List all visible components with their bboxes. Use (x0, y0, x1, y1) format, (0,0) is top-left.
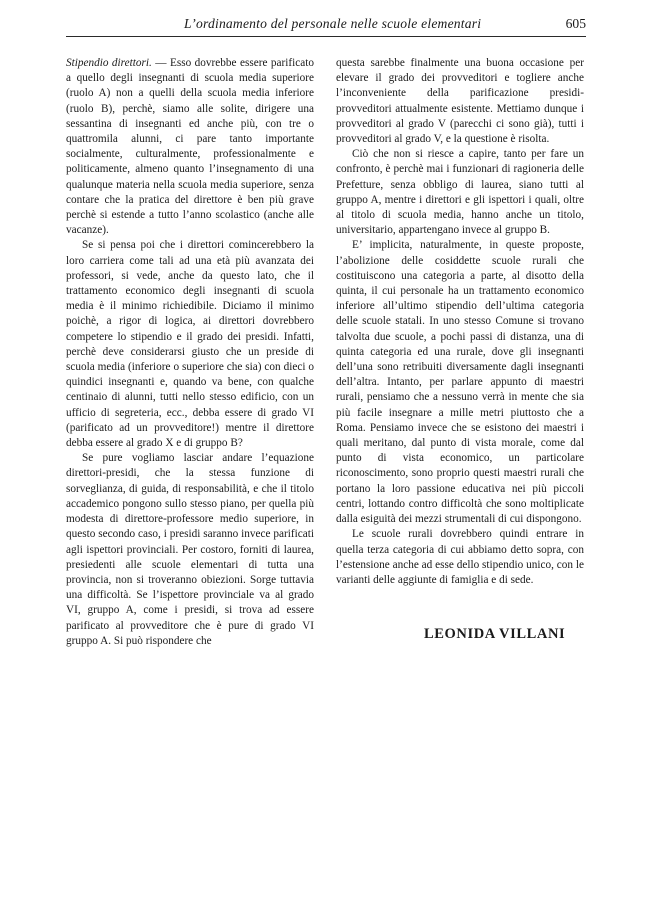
paragraph: Se pure vogliamo lasciar andare l’equazione direttori-presidi, che la stessa funzione di sorveglianza, di guida, di responsabilità, e che il titolo accademico pongono sullo stesso piano, per quella più modesta di direttore-professore medio superiore, in questo secondo caso, i presidi saranno invece parificati agli ispettori provinciali. Per costoro, forniti di laurea, presiedenti alle scuole elementari di tutta una provincia, non si troveranno obiezioni. Sorge tuttavia una difficoltà. Se l’ispettore provinciale va al grado VI, gruppo A, come i presidi, si trova ad essere parificato al provveditore che è pure di grado VI gruppo A. Si può rispondere che (66, 452, 314, 647)
header-rule (66, 36, 586, 37)
paragraph: E’ implicita, naturalmente, in queste proposte, l’abolizione delle cosiddette scuole rurali che costituiscono una categoria a parte, al disotto della quinta, il cui personale ha un trattamento economico inferiore all’ultimo stipendio dell’ultima categoria delle scuole statali. In uno stesso Comune si trovano talvolta due scuole, a pochi passi di distanza, una di quinta categoria ed una rurale, dove gli insegnanti dell’una sono retribuiti diversamente dagli insegnanti dell’altra. Intanto, per parlare appunto di maestri rurali, pensiamo che a nessuno verrà in mente che sia più facile insegnare a mille metri piuttosto che a Roma. Pensiamo invece che se esistono dei maestri i quali meritano, dal punto di vista morale, come dal punto di vista economico, un particolare riconoscimento, sono proprio questi maestri rurali che portano la loro passione educativa nei più piccoli centri, lottando contro difficoltà che sono moltiplicate dalla esiguità dei mezzi strumentali di cui dispongono. (336, 239, 584, 526)
paragraph: Ciò che non si riesce a capire, tanto per fare un confronto, è perchè mai i funzionari di ragioneria delle Prefetture, senza obbligo di laurea, siano tutti al gruppo A, mentre i direttori e gli ispettori i quali, oltre al titolo di scuola media, hanno anche un titolo, universitario, appartengano invece al gruppo B. (336, 148, 584, 237)
paragraph: questa sarebbe finalmente una buona occasione per elevare il grado dei provveditori e togliere anche l’inconveniente della parificazione presidi-provveditori attualmente esistente. Mettiamo dunque i provveditori al grado V (parecchi ci sono già), tutti i provveditori al grado V, e la questione è risolta. (336, 57, 584, 146)
paragraph: Se si pensa poi che i direttori comincerebbero la loro carriera come tali ad una età più avanzata dei professori, si vede, anche da questo lato, che il trattamento economico degli insegnanti di scuola media è il minimo richiedibile. Diciamo il minimo poichè, a rigor di logica, ai direttori dovrebbero competere lo stipendio e il grado dei presidi. Infatti, perchè deve considerarsi giusto che un preside di scuola media (inferiore o superiore che sia) con dieci o quindici insegnanti e, quando va bene, con qualche centinaio di alunni, tutti nello stesso edificio, con un ufficio di segreteria, ecc., debba essere di grado VI (parificato ad un provveditore!) mentre il direttore debba essere al grado X e di gruppo B? (66, 239, 314, 450)
section-heading: Stipendio direttori. (66, 57, 152, 69)
paragraph-text: — Esso dovrebbe essere parificato a quello degli insegnanti di scuola media superiore (ruolo A) non a quelli della scuola media inferiore (ruolo B), perchè, siamo alle solite, dirigere una sessantina di insegnanti ed anche più, con tre o quattromila alunni, ci pare tanto importante socialmente, culturalmente, professionalmente e politicamente, almeno quanto l’insegnamento di una qualunque materia nella scuola media superiore, senza contare che la pratica del direttore è ben più grave perchè si estende a tutto l’anno scolastico (anche alle vacanze). (66, 57, 314, 237)
running-title: L’ordinamento del personale nelle scuole elementari (184, 16, 482, 31)
paragraph: Le scuole rurali dovrebbero quindi entrare in quella terza categoria di cui abbiamo detto sopra, con l’estensione anche ad esse dello stipendio unico, con le varianti delle aggiunte di famiglia e di sede. (336, 528, 584, 586)
left-column (66, 56, 314, 649)
page-number: 605 (565, 16, 586, 31)
page-header (66, 14, 586, 36)
right-column (336, 56, 584, 588)
author-signature: LEONIDA VILLANI (424, 626, 566, 642)
paragraph (66, 56, 314, 238)
